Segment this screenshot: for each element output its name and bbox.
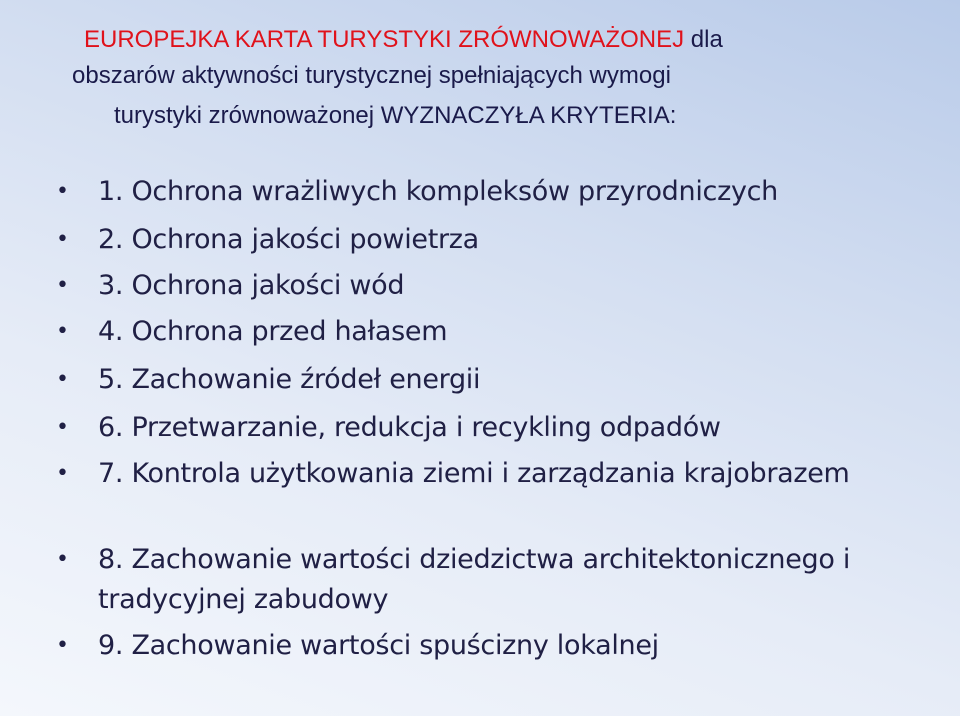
list-item xyxy=(56,540,936,620)
list-item-text: 2. Ochrona jakości powietrza xyxy=(98,224,479,255)
list-item xyxy=(56,220,936,260)
list-item xyxy=(56,454,936,494)
bullet-icon: • xyxy=(56,273,69,298)
bullet-icon: • xyxy=(56,319,69,344)
heading-title-red: EUROPEJKA KARTA TURYSTYKI ZRÓWNOWAŻONEJ xyxy=(84,26,685,53)
list-item-text: 7. Kontrola użytkowania ziemi i zarządzania krajobrazem xyxy=(98,458,850,489)
heading-title-rest: dla xyxy=(684,26,723,53)
list-item-text: 8. Zachowanie wartości dziedzictwa architektonicznego i tradycyjnej zabudowy xyxy=(98,544,851,615)
list-item-text: 4. Ochrona przed hałasem xyxy=(98,316,448,347)
list-item-text: 3. Ochrona jakości wód xyxy=(98,270,405,301)
list-item xyxy=(56,172,936,212)
list-item-text: 1. Ochrona wrażliwych kompleksów przyrodniczych xyxy=(98,176,778,207)
list-item-text: 5. Zachowanie źródeł energii xyxy=(98,364,481,395)
bullet-icon: • xyxy=(56,547,69,572)
bullet-icon: • xyxy=(56,227,69,252)
bullet-icon: • xyxy=(56,461,69,486)
bullet-icon: • xyxy=(56,415,69,440)
heading-line-1 xyxy=(84,24,723,56)
bullet-icon: • xyxy=(56,633,69,658)
bullet-icon: • xyxy=(56,367,69,392)
list-item xyxy=(56,266,936,306)
list-item xyxy=(56,360,936,400)
list-item-text: 9. Zachowanie wartości spuścizny lokalnej xyxy=(98,630,659,661)
list-item xyxy=(56,312,936,352)
list-item xyxy=(56,626,936,666)
heading-line-2: obszarów aktywności turystycznej spełniających wymogi xyxy=(72,62,671,89)
bullet-icon: • xyxy=(56,179,69,204)
list-item-text: 6. Przetwarzanie, redukcja i recykling odpadów xyxy=(98,412,721,443)
heading-line-3: turystyki zrównoważonej WYZNACZYŁA KRYTERIA: xyxy=(114,102,677,129)
list-item xyxy=(56,408,936,448)
